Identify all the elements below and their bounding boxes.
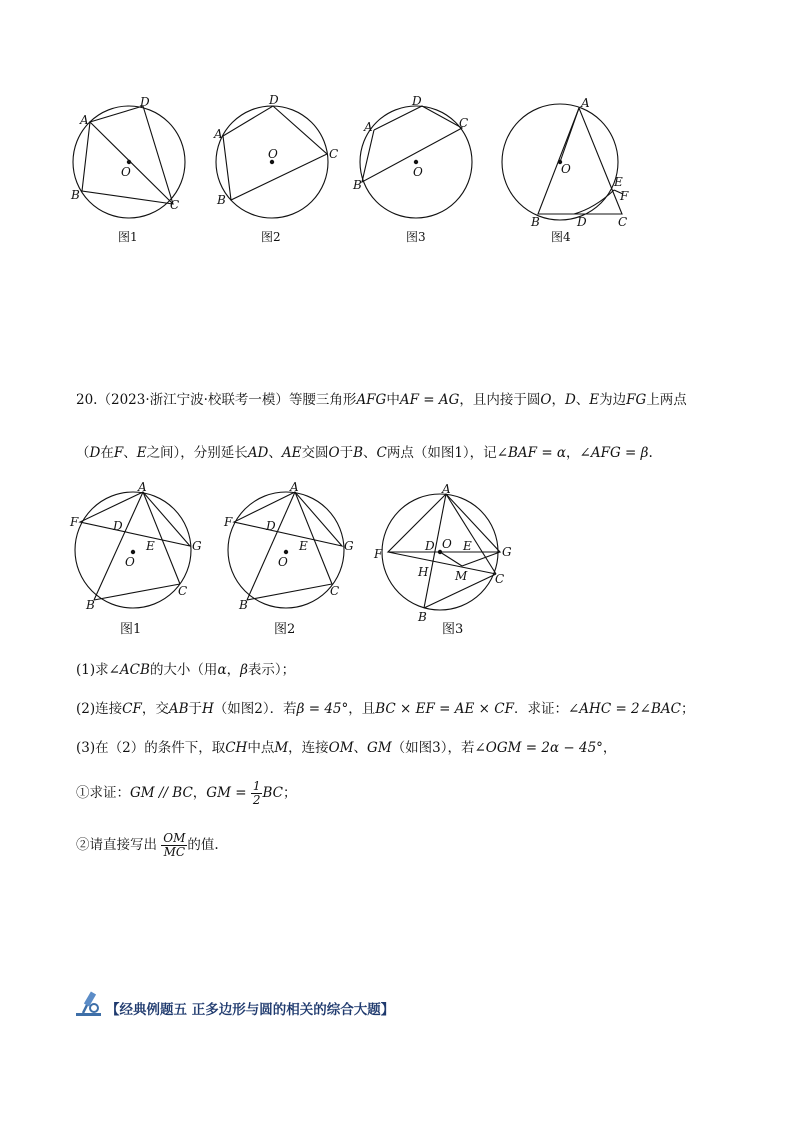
svg-text:D: D <box>577 215 587 229</box>
svg-text:D: D <box>412 94 422 108</box>
text: ， <box>551 392 565 408</box>
svg-text:F: F <box>224 515 233 529</box>
text: 上两点 <box>646 392 687 408</box>
math: D <box>89 445 101 461</box>
geometry-diagram <box>352 90 492 250</box>
figure-caption: 图2 <box>261 230 281 244</box>
svg-text:D: D <box>266 519 276 533</box>
text: 之间），分别延长 <box>146 445 248 461</box>
text: 于 <box>188 701 202 717</box>
top-figure-4 <box>495 90 645 250</box>
svg-text:F: F <box>70 515 79 529</box>
geometry-diagram <box>60 90 200 250</box>
svg-text:O: O <box>561 162 571 176</box>
svg-text:A: A <box>442 482 451 496</box>
text: 交圆 <box>301 445 329 461</box>
math: CH <box>225 740 248 756</box>
svg-text:D: D <box>425 539 435 553</box>
top-figure-1 <box>60 90 200 250</box>
svg-text:O: O <box>278 555 288 569</box>
geometry-diagram <box>222 480 362 640</box>
svg-text:A: A <box>290 480 299 494</box>
question-3-part-1 <box>76 780 296 807</box>
math: O <box>540 392 552 408</box>
question-2 <box>76 699 694 719</box>
math: H <box>202 701 214 717</box>
svg-text:B: B <box>531 215 540 229</box>
svg-text:A: A <box>80 113 89 127</box>
math: AB <box>168 701 189 717</box>
text: 为边 <box>599 392 627 408</box>
text: 表示）； <box>247 662 296 678</box>
text: ②请直接写出 <box>76 837 157 853</box>
text: 、 <box>575 392 590 408</box>
math: BC × EF = AE × CF <box>375 701 514 717</box>
math: AF = AG <box>399 392 460 408</box>
text: ， <box>602 740 617 756</box>
math: E <box>589 392 600 408</box>
svg-text:H: H <box>418 565 429 579</box>
svg-text:D: D <box>140 95 150 109</box>
svg-text:O: O <box>121 165 131 179</box>
svg-text:O: O <box>125 555 135 569</box>
math: AFG <box>356 392 387 408</box>
text: （如图2）．若 <box>213 701 297 717</box>
text: ①求证： <box>76 785 130 801</box>
text: 中点 <box>247 740 275 756</box>
svg-text:O: O <box>442 537 452 551</box>
fraction-denominator: MC <box>163 845 186 859</box>
text: 两点（如图1），记 <box>386 445 497 461</box>
text: ，且 <box>348 701 376 717</box>
text: ， <box>226 662 241 678</box>
problem-source: （2023·浙江宁波·校联考一模） <box>97 392 289 408</box>
math: CF <box>122 701 142 717</box>
svg-text:F: F <box>620 189 629 203</box>
fraction <box>161 832 187 859</box>
svg-text:B: B <box>71 188 80 202</box>
question-1 <box>76 660 295 680</box>
math: M <box>274 740 289 756</box>
math: α <box>217 662 227 678</box>
math: AE <box>281 445 302 461</box>
figure-caption: 图2 <box>274 622 296 637</box>
text: ； <box>282 785 297 801</box>
svg-text:A: A <box>138 480 147 494</box>
top-figure-2 <box>205 90 345 250</box>
geometry-diagram <box>205 90 345 250</box>
text: (3)在（2）的条件下，取 <box>76 740 226 756</box>
text: ，且内接于圆 <box>459 392 541 408</box>
math: ∠ACB <box>108 662 150 678</box>
text: ．求证： <box>513 701 568 717</box>
fraction <box>251 780 263 807</box>
text: ，交 <box>141 701 169 717</box>
math: OM <box>328 740 354 756</box>
text: (1)求 <box>76 662 109 678</box>
text: . <box>648 445 653 461</box>
math: B <box>353 445 363 461</box>
svg-text:A: A <box>214 127 223 141</box>
svg-text:B: B <box>239 598 248 612</box>
text: 、 <box>363 445 377 461</box>
section-banner: 【经典例题五 正多边形与圆的相关的综合大题】 <box>106 1002 395 1018</box>
math: AD <box>247 445 269 461</box>
figure-caption: 图3 <box>406 230 426 244</box>
svg-text:O: O <box>413 165 423 179</box>
svg-text:G: G <box>344 539 354 553</box>
text: （如图3），若 <box>391 740 475 756</box>
figure-caption: 图1 <box>120 622 142 637</box>
svg-text:C: C <box>618 215 628 229</box>
svg-text:M: M <box>455 569 468 583</box>
geometry-diagram <box>368 480 528 640</box>
svg-text:F: F <box>374 547 383 561</box>
question-3 <box>76 738 616 758</box>
math: E <box>136 445 147 461</box>
problem-20-line-2 <box>76 443 653 463</box>
svg-text:C: C <box>329 147 339 161</box>
problem-figure-2 <box>222 480 362 640</box>
svg-text:C: C <box>459 116 469 130</box>
svg-text:A: A <box>581 96 590 110</box>
figure-caption: 图1 <box>118 230 138 244</box>
text: 、 <box>268 445 282 461</box>
math: GM <box>367 740 392 756</box>
text: ； <box>680 701 695 717</box>
math: O <box>328 445 340 461</box>
svg-text:D: D <box>113 519 123 533</box>
text: 、 <box>123 445 137 461</box>
svg-text:E: E <box>463 539 472 553</box>
svg-text:C: C <box>495 572 505 586</box>
svg-text:B: B <box>86 598 95 612</box>
text: ， <box>566 445 580 461</box>
text: ，连接 <box>288 740 329 756</box>
problem-number: 20. <box>76 392 98 408</box>
svg-text:D: D <box>269 93 279 107</box>
svg-text:O: O <box>268 147 278 161</box>
math: ∠AFG = β <box>579 445 649 461</box>
math: GM = <box>206 785 247 801</box>
math: C <box>376 445 387 461</box>
problem-figure-1 <box>68 480 208 640</box>
svg-text:E: E <box>614 175 623 189</box>
svg-text:E: E <box>146 539 155 553</box>
svg-text:A: A <box>364 120 373 134</box>
math: F <box>113 445 124 461</box>
math: β = 45° <box>296 701 349 717</box>
math: D <box>564 392 576 408</box>
geometry-diagram <box>495 90 645 250</box>
svg-text:G: G <box>502 545 512 559</box>
text: 中 <box>386 392 400 408</box>
svg-text:C: C <box>330 584 340 598</box>
text: ， <box>192 785 207 801</box>
problem-20-line-1 <box>76 390 687 410</box>
figure-caption: 图3 <box>442 622 464 637</box>
figure-caption: 图4 <box>551 230 571 244</box>
geometry-diagram <box>68 480 208 640</box>
top-figure-3 <box>352 90 492 250</box>
math: ∠AHC = 2∠BAC <box>567 701 681 717</box>
text: 、 <box>353 740 368 756</box>
problem-figure-3 <box>368 480 528 640</box>
svg-text:B: B <box>418 610 427 624</box>
text: 等腰三角形 <box>288 392 357 408</box>
svg-text:C: C <box>170 198 180 212</box>
math: ∠BAF = α <box>496 445 567 461</box>
svg-text:C: C <box>178 584 188 598</box>
question-3-part-2 <box>76 832 219 859</box>
text: （ <box>76 445 90 461</box>
svg-text:E: E <box>299 539 308 553</box>
math: β <box>240 662 248 678</box>
fraction-denominator: 2 <box>252 793 261 807</box>
text: (2)连接 <box>76 701 123 717</box>
math: GM // BC <box>130 785 193 801</box>
text: 的大小（用 <box>149 662 218 678</box>
math: ∠OGM = 2α − 45° <box>474 740 603 756</box>
svg-text:G: G <box>192 539 202 553</box>
svg-text:B: B <box>353 178 362 192</box>
fraction-numerator: OM <box>163 831 186 845</box>
svg-text:B: B <box>217 193 226 207</box>
math: BC <box>262 785 283 801</box>
text: 在 <box>100 445 114 461</box>
math: FG <box>626 392 647 408</box>
fraction-numerator: 1 <box>252 779 261 793</box>
microscope-icon <box>74 988 104 1018</box>
text: 的值. <box>187 837 219 853</box>
text: 于 <box>339 445 354 461</box>
